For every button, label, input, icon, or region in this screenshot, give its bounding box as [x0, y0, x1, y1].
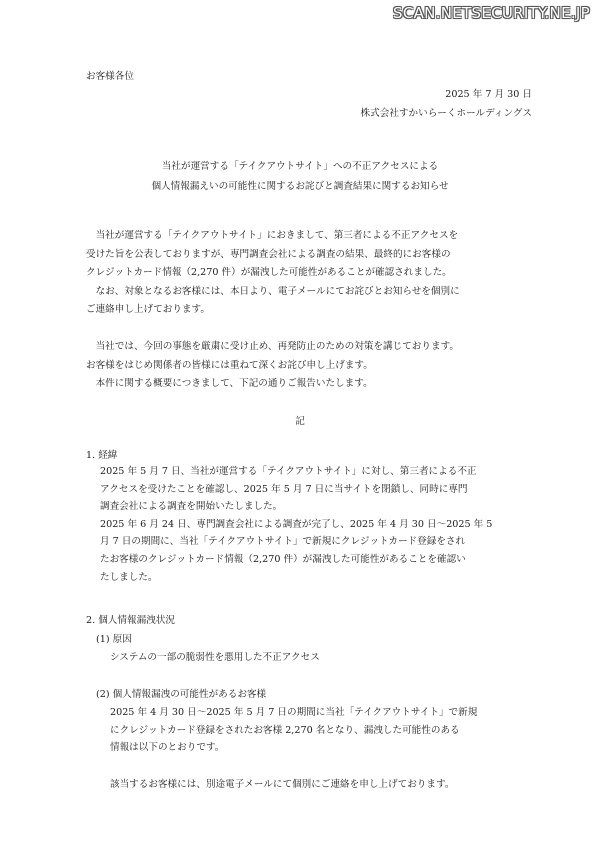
document-date: 2025 年 7 月 30 日 — [445, 89, 532, 100]
recipient-line: お客様各位 — [86, 71, 134, 82]
intro-line: 受けた旨を公表しておりますが、専門調査会社による調査の結果、最終的にお客様の — [86, 248, 451, 260]
affected-customers-heading: (2) 個人情報漏洩の可能性があるお客様 — [96, 689, 267, 700]
cause-text: システムの一部の脆弱性を悪用した不正アクセス — [110, 652, 320, 663]
section-1-line: 調査会社による調査を開始いたしました。 — [100, 501, 283, 513]
section-1-line: たしました。 — [100, 571, 158, 583]
company-name: 株式会社すかいらーくホールディングス — [360, 108, 532, 119]
intro-line: 本件に関する概要につきまして、下記の通りご報告いたします。 — [86, 378, 373, 389]
title-line-1: 当社が運営する「テイクアウトサイト」への不正アクセスによる — [161, 161, 439, 172]
intro-line: 当社では、今回の事態を厳粛に受け止め、再発防止のための対策を講じております。 — [86, 341, 460, 352]
intro-line: クレジットカード情報（2,270 件）が漏洩した可能性があることが確認されました。 — [86, 267, 452, 278]
intro-paragraph-2 — [86, 338, 526, 394]
intro-line: なお、対象となるお客様には、本日より、電子メールにてお詫びとお知らせを個別に — [86, 285, 460, 297]
watermark-text: SCAN.NETSECURITY.NE.JP — [393, 4, 590, 22]
affected-line: 2025 年 4 月 30 日～2025 年 5 月 7 日の期間に当社「テイクアウトサイト」で新規 — [110, 707, 478, 718]
intro-line: ご連絡申し上げております。 — [86, 304, 210, 315]
section-1-line: アクセスを受けたことを確認し、2025 年 5 月 7 日に当サイトを閉鎖し、同時に専門 — [100, 483, 468, 495]
intro-line: お客様をはじめ関係者の皆様には重ねて深くお詫び申し上げます。 — [86, 359, 373, 371]
affected-line: 情報は以下のとおりです。 — [110, 742, 225, 754]
affected-customers-body — [110, 704, 477, 757]
cause-heading: (1) 原因 — [96, 634, 132, 645]
affected-line: にクレジットカード登録をされたお客様 2,270 名となり、漏洩した可能性のある — [110, 724, 460, 736]
section-1-body — [100, 463, 492, 586]
intro-line: 当社が運営する「テイクアウトサイト」におきまして、第三者による不正アクセスを — [86, 230, 459, 241]
section-1-heading: 1. 経緯 — [86, 450, 118, 461]
section-1-line: たお客様のクレジットカード情報（2,270 件）が漏洩した可能性があることを確認い — [100, 553, 466, 565]
title-line-2: 個人情報漏えいの可能性に関するお詫びと調査結果に関するお知らせ — [151, 181, 449, 192]
section-1-line: 2025 年 6 月 24 日、専門調査会社による調査が完了し、2025 年 4 月 30 日～2025 年 5 — [100, 518, 493, 530]
section-2-heading: 2. 個人情報漏洩状況 — [86, 615, 175, 626]
intro-paragraph-1 — [86, 227, 526, 320]
ki-heading: 記 — [295, 416, 305, 427]
section-1-line: 2025 年 5 月 7 日、当社が運営する「テイクアウトサイト」に対し、第三者による不正 — [100, 466, 477, 477]
section-1-line: 月 7 日の期間に、当社「テイクアウトサイト」で新規にクレジットカード登録をされ — [100, 536, 466, 548]
contact-note: 該当するお客様には、別途電子メールにて個別にご連絡を申し上げております。 — [110, 779, 455, 790]
